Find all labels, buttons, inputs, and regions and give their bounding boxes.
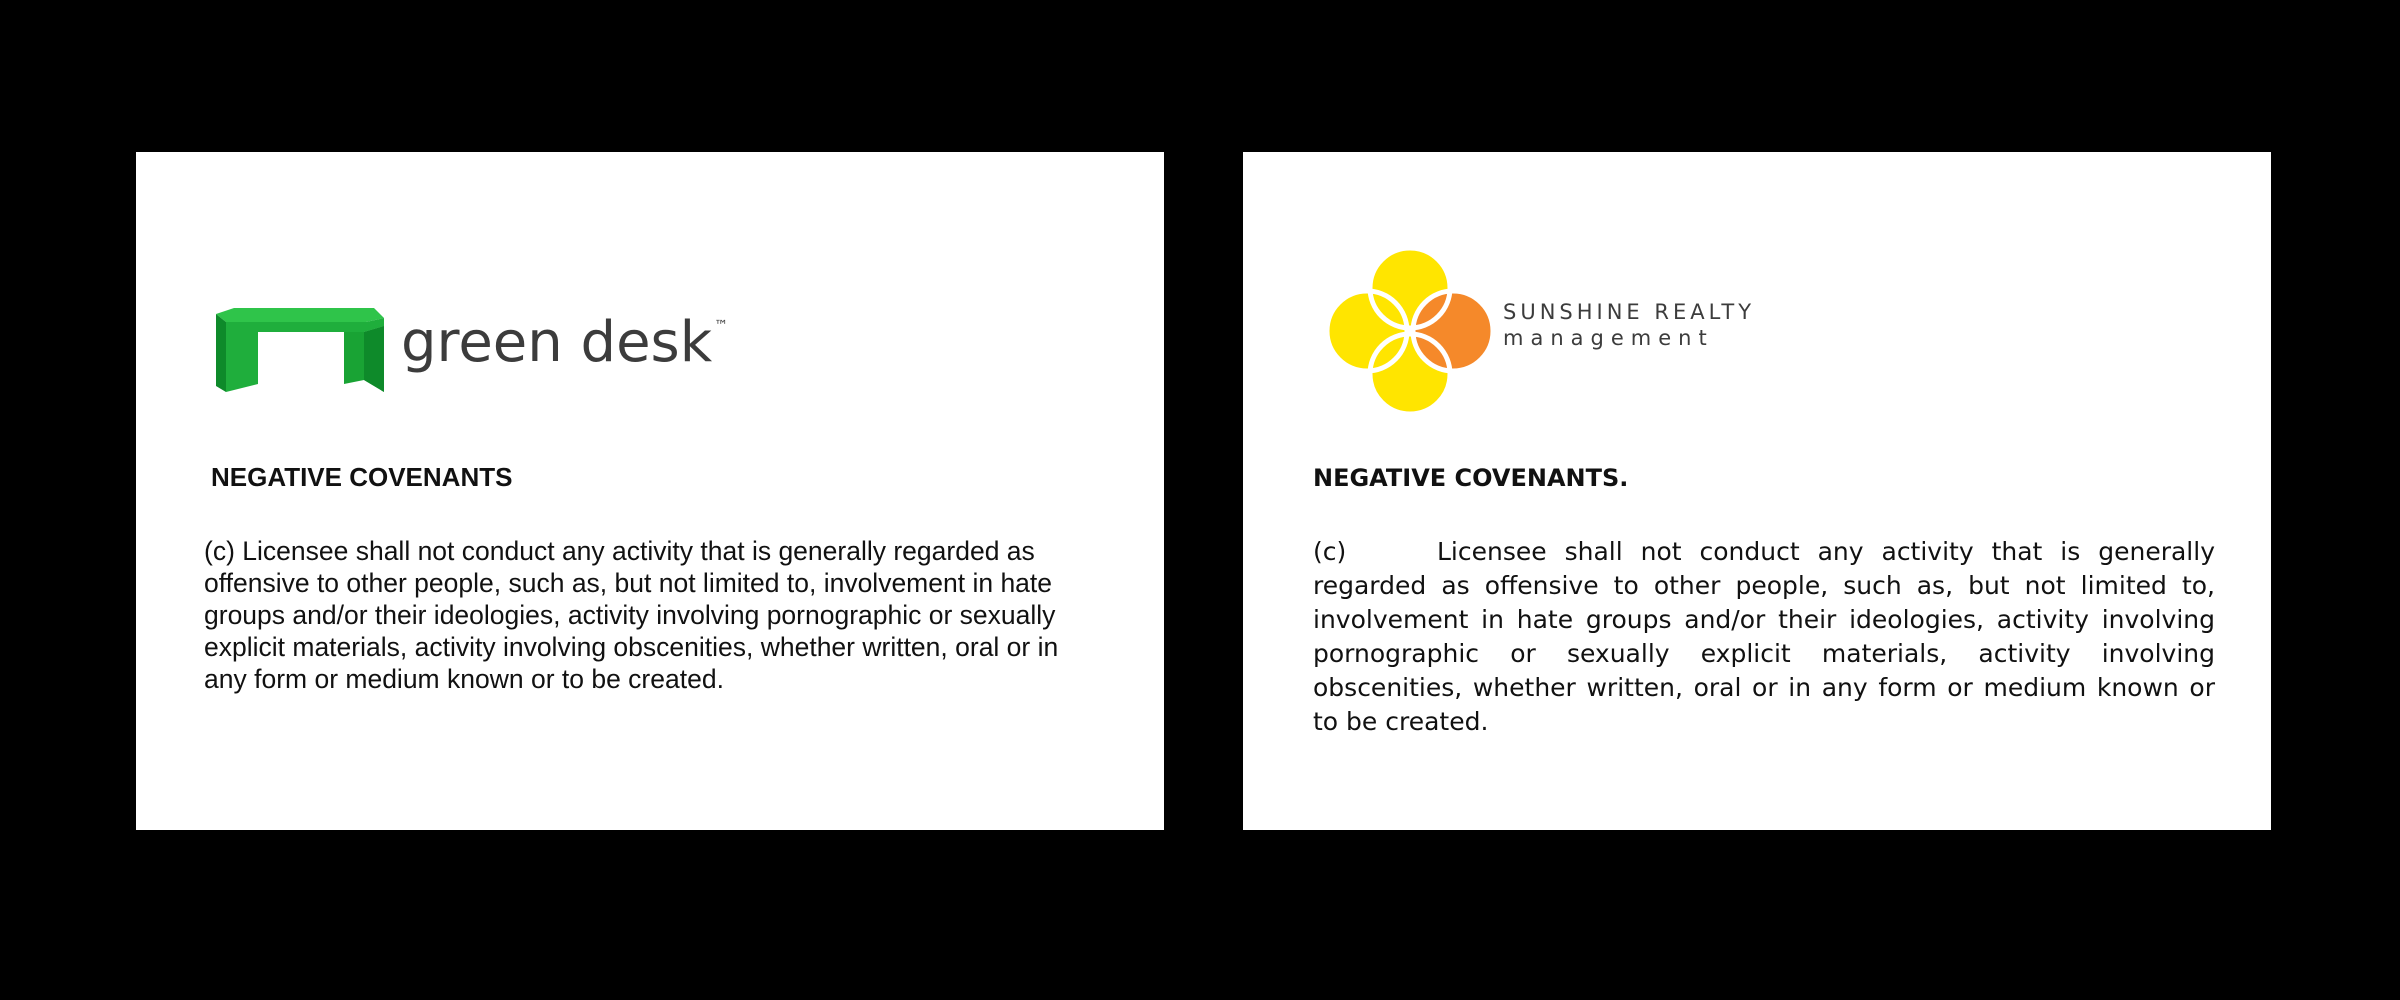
sunshine-flower-icon bbox=[1325, 246, 1495, 416]
clause-text: Licensee shall not conduct any activity that is generally regarded as offensive to other people, such as, but not limited to, involvement in hate groups and/or their ideologies, activity involving pornographic or sexually explicit materials, activity involving obscenities, whether written, oral or in any form or medium known or to be created. bbox=[1313, 537, 2215, 736]
green-desk-logo bbox=[214, 302, 734, 402]
clause-paragraph bbox=[1313, 535, 2215, 739]
sunshine-realty-document-card bbox=[1243, 152, 2271, 830]
wordmark-text: green desk bbox=[401, 310, 713, 375]
section-heading: NEGATIVE COVENANTS bbox=[211, 462, 513, 492]
sunshine-realty-name: SUNSHINE REALTY bbox=[1503, 300, 1756, 324]
clause-label: (c) bbox=[1313, 537, 1347, 566]
sunshine-realty-logo bbox=[1325, 246, 1765, 416]
clause-text: (c) Licensee shall not conduct any activity that is generally regarded as offensive to other people, such as, but not limited to, involvement in hate groups and/or their ideologies, activity involving pornographic or sexually explicit materials, activity involving obscenities, whether written, oral or in any form or medium known or to be created. bbox=[204, 536, 1059, 694]
green-desk-icon bbox=[214, 306, 386, 394]
trademark-symbol: ™ bbox=[714, 318, 729, 334]
section-heading: NEGATIVE COVENANTS. bbox=[1313, 464, 1629, 492]
green-desk-document-card bbox=[136, 152, 1164, 830]
green-desk-wordmark bbox=[401, 310, 728, 375]
sunshine-realty-subtitle: management bbox=[1503, 326, 1714, 350]
